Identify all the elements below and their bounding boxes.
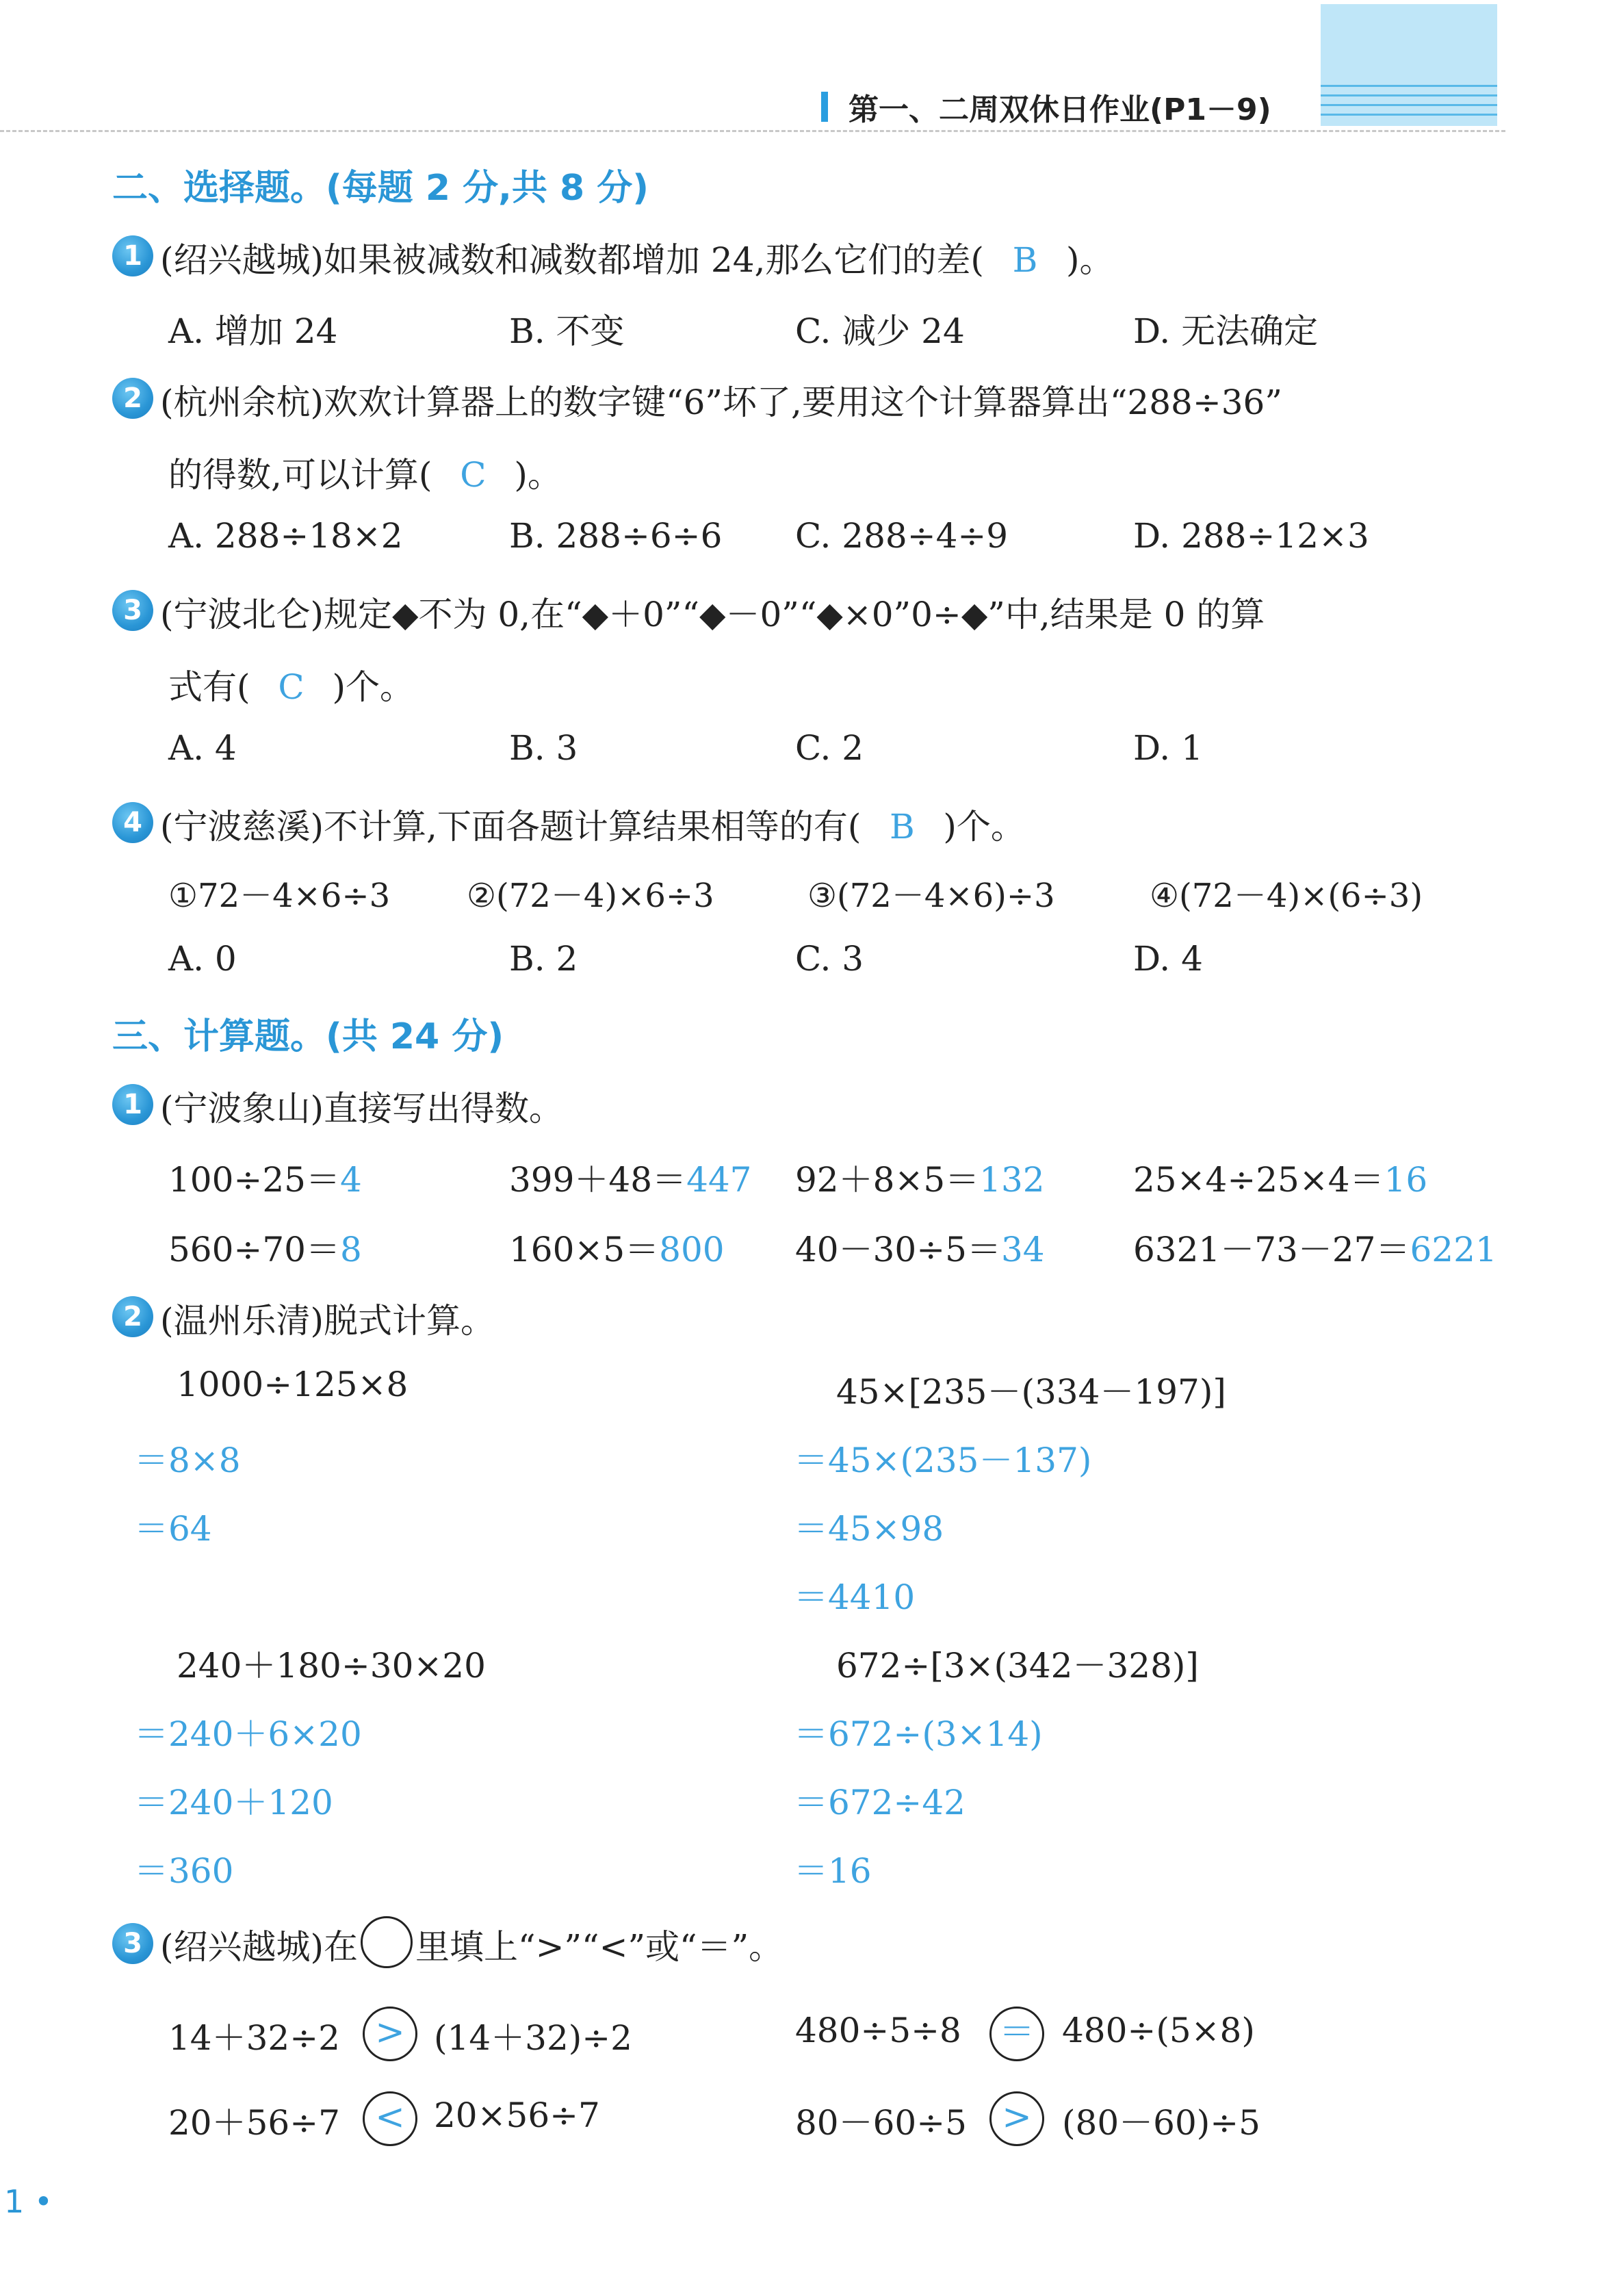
compare-left: 80－60÷5 xyxy=(795,2103,967,2143)
question-stem: 在 xyxy=(324,1927,359,1967)
question-source-tag: (温州乐清) xyxy=(160,1301,324,1341)
question-text xyxy=(160,375,1282,424)
option-c: C. 288÷4÷9 xyxy=(795,516,1009,556)
option-c: C. 3 xyxy=(795,939,864,979)
question-source-tag: (绍兴越城) xyxy=(160,240,324,280)
question-stem: 如果被减数和减数都增加 24,那么它们的差( xyxy=(324,240,984,280)
question-badge: 1 xyxy=(112,1084,153,1125)
option-c: C. 减少 24 xyxy=(795,311,965,351)
question-end: )。 xyxy=(514,455,562,495)
question-end: )个。 xyxy=(943,807,1025,847)
option-d: D. 4 xyxy=(1133,939,1203,979)
question-source-tag: (宁波慈溪) xyxy=(160,807,324,847)
oral-calc-item: 100÷25＝4 xyxy=(168,1160,362,1200)
stepwise-step: ＝64 xyxy=(134,1509,212,1549)
question-source-tag: (杭州余杭) xyxy=(160,383,324,422)
oral-calc-item: 40－30÷5＝34 xyxy=(795,1230,1045,1269)
question-end: )。 xyxy=(1065,240,1114,280)
compare-right: (80－60)÷5 xyxy=(1062,2103,1260,2143)
stepwise-expression: 672÷[3×(342－328)] xyxy=(836,1646,1199,1686)
question-text xyxy=(160,233,1113,282)
question-text xyxy=(160,1081,563,1131)
question-text xyxy=(160,587,1265,636)
oral-calc-item: 25×4÷25×4＝16 xyxy=(1133,1160,1428,1200)
oral-calc-item: 399＋48＝447 xyxy=(509,1160,752,1200)
header-decor-block xyxy=(1321,4,1497,126)
question-badge: 3 xyxy=(112,590,153,631)
oral-calc-item: 160×5＝800 xyxy=(509,1230,725,1269)
answer-b: B xyxy=(1012,240,1038,280)
compare-right: (14＋32)÷2 xyxy=(434,2018,632,2058)
answer-c: C xyxy=(460,455,487,495)
question-stem: 欢欢计算器上的数字键“6”坏了,要用这个计算器算出“288÷36” xyxy=(324,383,1282,422)
oral-calc-item: 560÷70＝8 xyxy=(168,1230,362,1269)
answer-b: B xyxy=(890,807,915,847)
header-decor-line xyxy=(1321,94,1497,96)
question-text-line2 xyxy=(168,448,562,497)
stepwise-step: ＝45×(235－137) xyxy=(794,1441,1092,1480)
question-stem-cont: 的得数,可以计算( xyxy=(168,455,432,495)
question-text xyxy=(160,1293,495,1343)
stepwise-step: ＝672÷(3×14) xyxy=(794,1714,1043,1754)
expression-3: ③(72－4×6)÷3 xyxy=(807,877,1055,915)
header-decor-line xyxy=(1321,114,1497,116)
header-title: 第一、二周双休日作业(P1－9) xyxy=(849,92,1271,127)
compare-left: 20＋56÷7 xyxy=(168,2103,340,2143)
stepwise-step: ＝360 xyxy=(134,1851,234,1891)
option-b: B. 288÷6÷6 xyxy=(509,516,723,556)
section2-title: 二、选择题。(每题 2 分,共 8 分) xyxy=(112,168,649,209)
stepwise-step: ＝45×98 xyxy=(794,1509,944,1549)
stepwise-step: ＝240＋120 xyxy=(134,1783,333,1822)
option-a: A. 增加 24 xyxy=(168,311,338,351)
blank-circle-symbol xyxy=(361,1916,413,1968)
compare-right: 480÷(5×8) xyxy=(1062,2011,1255,2050)
question-badge: 1 xyxy=(112,235,153,276)
compare-answer-circle: < xyxy=(363,2091,417,2146)
question-stem: 规定◆不为 0,在“◆＋0”“◆－0”“◆×0”0÷◆”中,结果是 0 的算 xyxy=(324,595,1265,634)
compare-left: 480÷5÷8 xyxy=(795,2011,961,2050)
answer-c: C xyxy=(278,667,305,707)
oral-calc-item: 92＋8×5＝132 xyxy=(795,1160,1045,1200)
question-text xyxy=(160,799,1025,849)
option-a: A. 288÷18×2 xyxy=(168,516,403,556)
question-badge: 2 xyxy=(112,1296,153,1337)
option-a: A. 0 xyxy=(168,939,237,979)
question-stem: 脱式计算。 xyxy=(324,1301,495,1341)
question-badge: 3 xyxy=(112,1923,153,1964)
stepwise-step: ＝240＋6×20 xyxy=(134,1714,362,1754)
question-stem-cont: 里填上“>”“<”或“＝”。 xyxy=(415,1927,783,1967)
question-end: )个。 xyxy=(332,667,415,707)
question-stem-cont: 式有( xyxy=(168,667,250,707)
compare-answer-circle: ＝ xyxy=(989,2007,1044,2061)
page-number: 1 • xyxy=(4,2183,53,2220)
question-badge: 4 xyxy=(112,802,153,843)
option-b: B. 2 xyxy=(509,939,578,979)
expression-4: ④(72－4)×(6÷3) xyxy=(1150,877,1423,915)
section3-title: 三、计算题。(共 24 分) xyxy=(112,1016,504,1057)
option-a: A. 4 xyxy=(168,728,237,768)
expression-2: ②(72－4)×6÷3 xyxy=(467,877,714,915)
compare-answer-circle: > xyxy=(989,2091,1044,2146)
header-divider xyxy=(0,130,1505,132)
question-source-tag: (绍兴越城) xyxy=(160,1927,324,1967)
header-decor-line xyxy=(1321,85,1497,87)
option-b: B. 不变 xyxy=(509,311,625,351)
compare-answer-circle: > xyxy=(363,2007,417,2061)
oral-calc-item: 6321－73－27＝6221 xyxy=(1133,1230,1497,1269)
stepwise-step: ＝8×8 xyxy=(134,1441,241,1480)
option-c: C. 2 xyxy=(795,728,864,768)
question-text xyxy=(160,1916,783,1969)
option-d: D. 无法确定 xyxy=(1133,311,1319,351)
stepwise-expression: 1000÷125×8 xyxy=(177,1365,409,1404)
question-stem: 直接写出得数。 xyxy=(324,1089,564,1128)
question-badge: 2 xyxy=(112,378,153,419)
header-decor-line xyxy=(1321,104,1497,106)
stepwise-step: ＝4410 xyxy=(794,1577,916,1617)
stepwise-step: ＝672÷42 xyxy=(794,1783,966,1822)
question-source-tag: (宁波象山) xyxy=(160,1089,324,1128)
stepwise-expression: 240＋180÷30×20 xyxy=(177,1646,486,1686)
question-source-tag: (宁波北仑) xyxy=(160,595,324,634)
stepwise-expression: 45×[235－(334－197)] xyxy=(836,1372,1226,1412)
stepwise-step: ＝16 xyxy=(794,1851,872,1891)
header-accent-bar xyxy=(821,92,828,122)
option-b: B. 3 xyxy=(509,728,578,768)
option-d: D. 288÷12×3 xyxy=(1133,516,1369,556)
question-text-line2 xyxy=(168,660,414,709)
compare-left: 14＋32÷2 xyxy=(168,2018,340,2058)
expression-1: ①72－4×6÷3 xyxy=(168,877,391,915)
compare-right: 20×56÷7 xyxy=(434,2095,600,2135)
question-stem: 不计算,下面各题计算结果相等的有( xyxy=(324,807,862,847)
option-d: D. 1 xyxy=(1133,728,1203,768)
